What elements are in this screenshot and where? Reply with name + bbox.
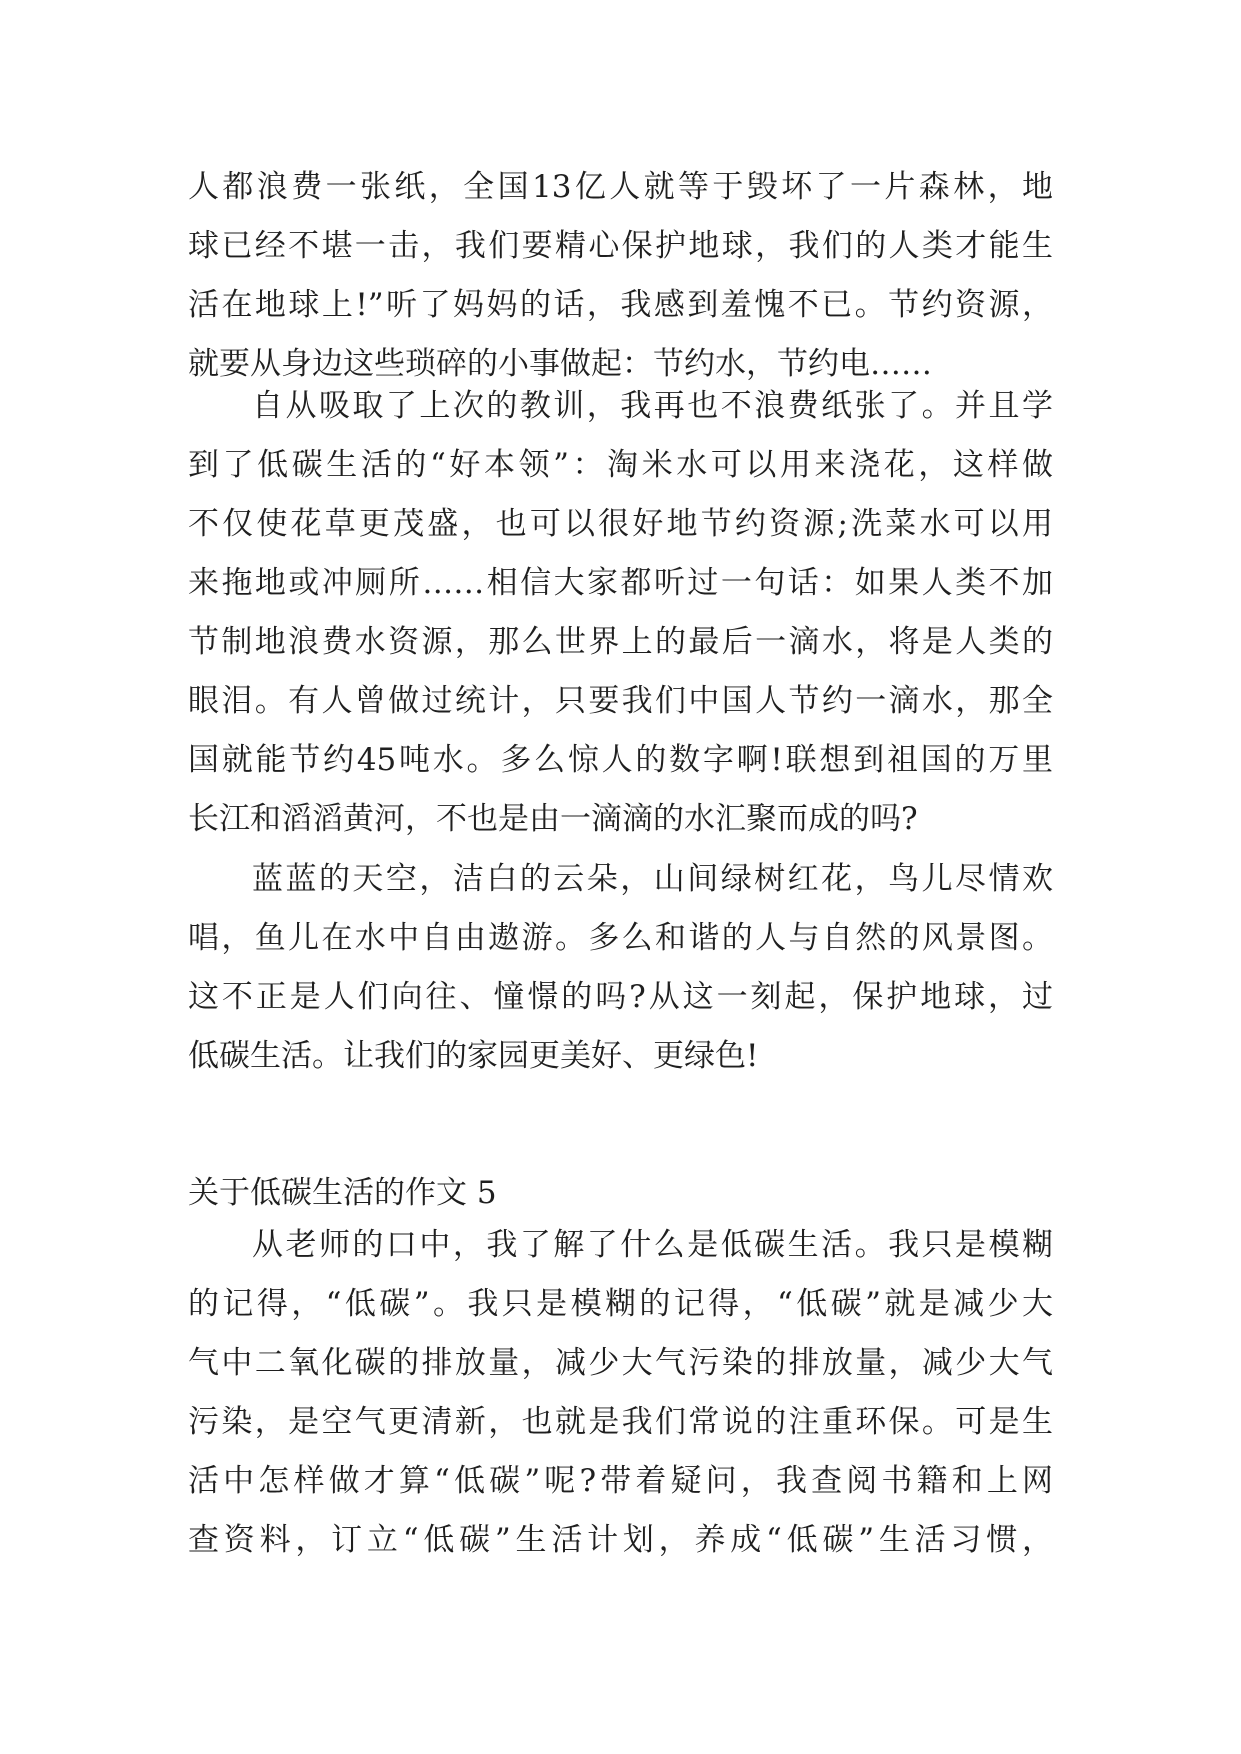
paragraph-line: 眼泪。有人曾做过统计，只要我们中国人节约一滴水，那全 bbox=[188, 683, 1053, 719]
paragraph-line: 活中怎样做才算“低碳”呢?带着疑问，我查阅书籍和上网 bbox=[188, 1463, 1053, 1499]
paragraph-line: 的记得，“低碳”。我只是模糊的记得，“低碳”就是减少大 bbox=[188, 1286, 1053, 1322]
paragraph-line: 人都浪费一张纸，全国13亿人就等于毁坏了一片森林，地 bbox=[188, 169, 1053, 205]
paragraph-line: 查资料，订立“低碳”生活计划，养成“低碳”生活习惯， bbox=[188, 1522, 1053, 1558]
paragraph-line: 来拖地或冲厕所……相信大家都听过一句话：如果人类不加 bbox=[188, 565, 1053, 601]
paragraph-line: 自从吸取了上次的教训，我再也不浪费纸张了。并且学 bbox=[252, 388, 1053, 424]
paragraph-2 bbox=[188, 377, 1053, 849]
paragraph-3 bbox=[188, 850, 1053, 1086]
section-heading: 关于低碳生活的作文 5 bbox=[188, 1175, 497, 1211]
paragraph-line: 从老师的口中，我了解了什么是低碳生活。我只是模糊 bbox=[252, 1227, 1053, 1263]
paragraph-1 bbox=[188, 158, 1053, 394]
paragraph-line: 蓝蓝的天空，洁白的云朵，山间绿树红花，鸟儿尽情欢 bbox=[252, 861, 1053, 897]
paragraph-line: 到了低碳生活的“好本领”：淘米水可以用来浇花，这样做 bbox=[188, 447, 1053, 483]
paragraph-line: 长江和滔滔黄河，不也是由一滴滴的水汇聚而成的吗? bbox=[188, 801, 918, 837]
paragraph-line: 球已经不堪一击，我们要精心保护地球，我们的人类才能生 bbox=[188, 228, 1053, 264]
paragraph-line: 就要从身边这些琐碎的小事做起：节约水，节约电…… bbox=[188, 346, 932, 382]
paragraph-line: 气中二氧化碳的排放量，减少大气污染的排放量，减少大气 bbox=[188, 1345, 1053, 1381]
paragraph-line: 低碳生活。让我们的家园更美好、更绿色! bbox=[188, 1038, 759, 1074]
paragraph-line: 国就能节约45吨水。多么惊人的数字啊!联想到祖国的万里 bbox=[188, 742, 1053, 778]
paragraph-4 bbox=[188, 1216, 1053, 1570]
paragraph-line: 唱，鱼儿在水中自由遨游。多么和谐的人与自然的风景图。 bbox=[188, 920, 1053, 956]
paragraph-line: 这不正是人们向往、憧憬的吗?从这一刻起，保护地球，过 bbox=[188, 979, 1053, 1015]
paragraph-line: 不仅使花草更茂盛，也可以很好地节约资源;洗菜水可以用 bbox=[188, 506, 1053, 542]
paragraph-line: 污染，是空气更清新，也就是我们常说的注重环保。可是生 bbox=[188, 1404, 1053, 1440]
paragraph-line: 节制地浪费水资源，那么世界上的最后一滴水，将是人类的 bbox=[188, 624, 1053, 660]
paragraph-line: 活在地球上!”听了妈妈的话，我感到羞愧不已。节约资源， bbox=[188, 287, 1053, 323]
